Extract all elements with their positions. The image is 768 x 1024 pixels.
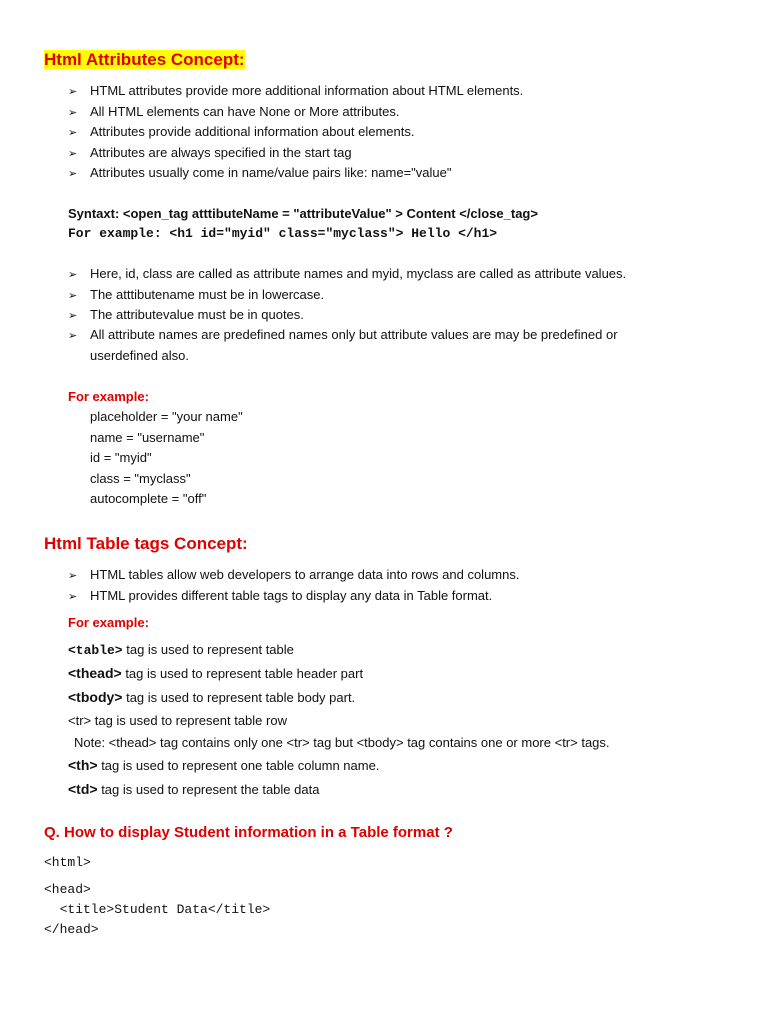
arrow-bullet-icon: ➢ <box>68 310 78 322</box>
list-item: ➢ All HTML elements can have None or More attributes. <box>68 104 400 119</box>
code-line: <html> <box>44 855 91 870</box>
section-heading-attributes <box>44 50 245 70</box>
list-item: ➢ The attributevalue must be in quotes. <box>68 307 304 322</box>
tag-line: <thead> tag is used to represent table header part <box>68 665 364 681</box>
tag-name: <tbody> <box>68 689 123 705</box>
arrow-bullet-icon: ➢ <box>68 127 78 139</box>
example-code-line: For example: <h1 id="myid" class="myclass"> Hello </h1> <box>68 226 498 241</box>
arrow-bullet-icon: ➢ <box>68 591 78 603</box>
list-item: ➢ HTML tables allow web developers to arrange data into rows and columns. <box>68 567 520 582</box>
heading-text: Html Attributes Concept: <box>44 50 245 69</box>
arrow-bullet-icon: ➢ <box>68 269 78 281</box>
arrow-bullet-icon: ➢ <box>68 107 78 119</box>
list-item: ➢ All attribute names are predefined names only but attribute values are may be predefined or <box>68 327 618 342</box>
example-item: id = "myid" <box>90 450 152 465</box>
arrow-bullet-icon: ➢ <box>68 290 78 302</box>
code-line: </head> <box>44 922 99 937</box>
question-heading: Q. How to display Student information in a Table format ? <box>44 824 453 841</box>
tag-line: <th> tag is used to represent one table column name. <box>68 757 380 773</box>
list-item: ➢ Here, id, class are called as attribute names and myid, myclass are called as attribute values. <box>68 266 627 281</box>
for-example-label: For example: <box>68 615 149 630</box>
note-line: Note: <thead> tag contains only one <tr> tag but <tbody> tag contains one or more <tr> tags. <box>74 735 610 750</box>
tag-line: <tbody> tag is used to represent table body part. <box>68 689 356 705</box>
tag-name: <tr> <box>68 713 92 728</box>
tag-line: <table> tag is used to represent table <box>68 642 294 658</box>
arrow-bullet-icon: ➢ <box>68 570 78 582</box>
example-item: placeholder = "your name" <box>90 409 243 424</box>
arrow-bullet-icon: ➢ <box>68 330 78 342</box>
list-item: ➢ Attributes usually come in name/value pairs like: name="value" <box>68 165 452 180</box>
example-item: name = "username" <box>90 430 205 445</box>
list-item: ➢ Attributes are always specified in the start tag <box>68 145 352 160</box>
list-item: ➢ The atttibutename must be in lowercase. <box>68 287 325 302</box>
code-line: <title>Student Data</title> <box>44 902 271 917</box>
for-example-label: For example: <box>68 389 149 404</box>
arrow-bullet-icon: ➢ <box>68 86 78 98</box>
tag-name: <td> <box>68 781 98 797</box>
arrow-bullet-icon: ➢ <box>68 148 78 160</box>
code-line: <head> <box>44 882 91 897</box>
tag-name: <table> <box>68 643 123 658</box>
example-item: class = "myclass" <box>90 471 191 486</box>
list-item-continuation: userdefined also. <box>90 348 190 363</box>
tag-line: <td> tag is used to represent the table data <box>68 781 320 797</box>
section-heading-table: Html Table tags Concept: <box>44 534 248 553</box>
tag-name: <th> <box>68 757 98 773</box>
arrow-bullet-icon: ➢ <box>68 168 78 180</box>
tag-name: <thead> <box>68 665 122 681</box>
syntax-line: Syntaxt: <open_tag atttibuteName = "attributeValue" > Content </close_tag> <box>68 206 538 221</box>
list-item: ➢ HTML provides different table tags to display any data in Table format. <box>68 588 493 603</box>
example-item: autocomplete = "off" <box>90 491 207 506</box>
tag-line: <tr> tag is used to represent table row <box>68 713 287 728</box>
list-item: ➢ Attributes provide additional information about elements. <box>68 124 415 139</box>
list-item: ➢ HTML attributes provide more additional information about HTML elements. <box>68 83 524 98</box>
